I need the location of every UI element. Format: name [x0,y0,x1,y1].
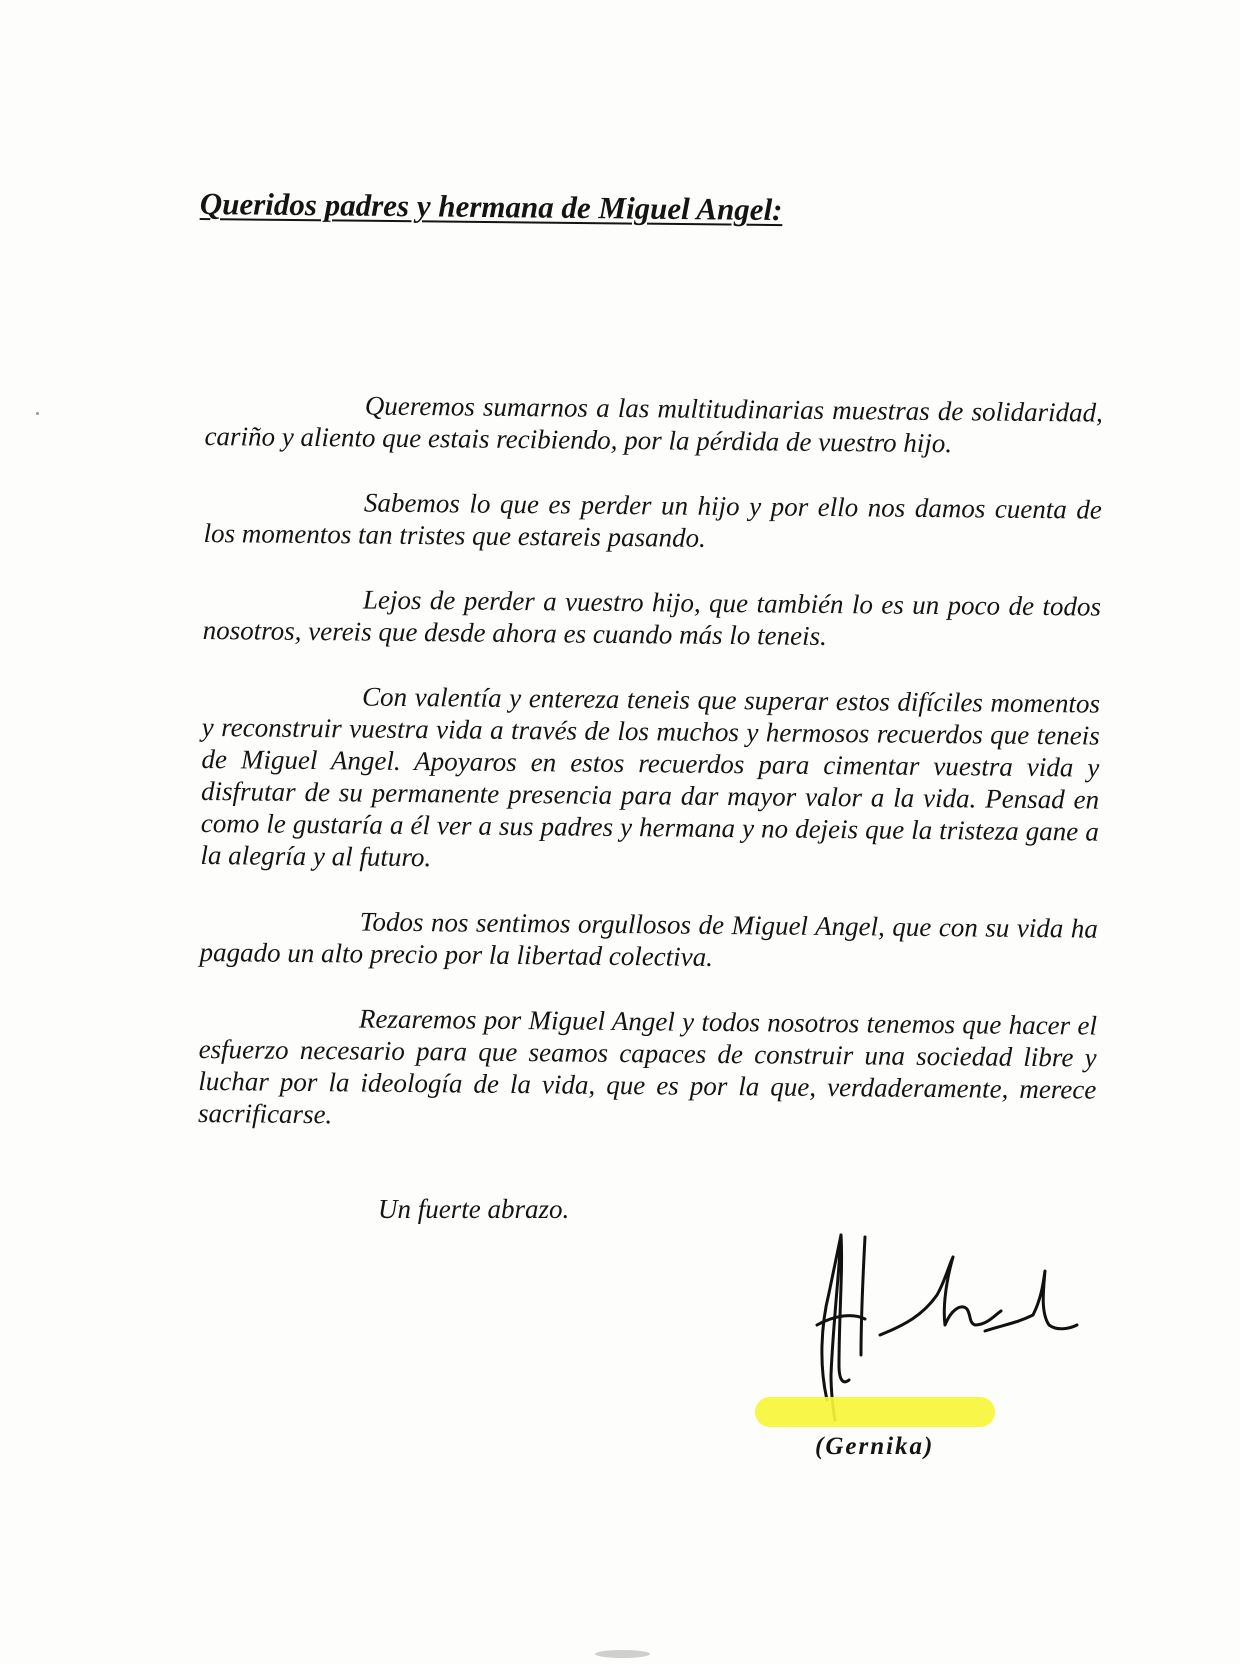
scan-smudge [595,1650,650,1658]
redaction-highlight [755,1397,995,1427]
place-name: (Gernika) [815,1433,935,1460]
paragraph-1: Queremos sumarnos a las multitudinarias muestras de solidaridad, cariño y aliento que estais recibiendo, por la pérdida de vuestro hijo. [204,390,1103,459]
paragraph-6: Rezaremos por Miguel Angel y todos nosotros tenemos que hacer el esfuerzo necesario para que seamos capaces de construir una sociedad libre y luchar por la ideología de la vida, que es por la que, verdaderamente, merece sacrificarse. [197,1003,1098,1130]
scan-speck [36,412,39,415]
paragraph-4: Con valentía y entereza teneis que superar estos difíciles momentos y reconstruir vuestra vida a través de los muchos y hermosos recuerdos que teneis de Miguel Angel. Apoyaros en estos recuerdos para cimentar vuestra vida y disfrutar de su permanente presencia para dar mayor valor a la vida. Pensad en como le gustaría a él ver a sus padres y hermana y no dejeis que la tristeza gane a la alegría y al futuro. [200,681,1101,873]
paragraph-2: Sabemos lo que es perder un hijo y por ello nos damos cuenta de los momentos tan tristes que estareis pasando. [203,487,1103,553]
signature [805,1215,1105,1425]
salutation: Queridos padres y hermana de Miguel Angel: [199,186,783,228]
letter-body [198,388,1103,1171]
paragraph-5: Todos nos sentimos orgullosos de Miguel Angel, que con su vida ha pagado un alto precio por la libertad colectiva. [199,906,1098,972]
closing: Un fuerte abrazo. [378,1194,570,1224]
paragraph-3: Lejos de perder a vuestro hijo, que también lo es un poco de todos nosotros, vereis que desde ahora es cuando más lo teneis. [202,584,1102,651]
